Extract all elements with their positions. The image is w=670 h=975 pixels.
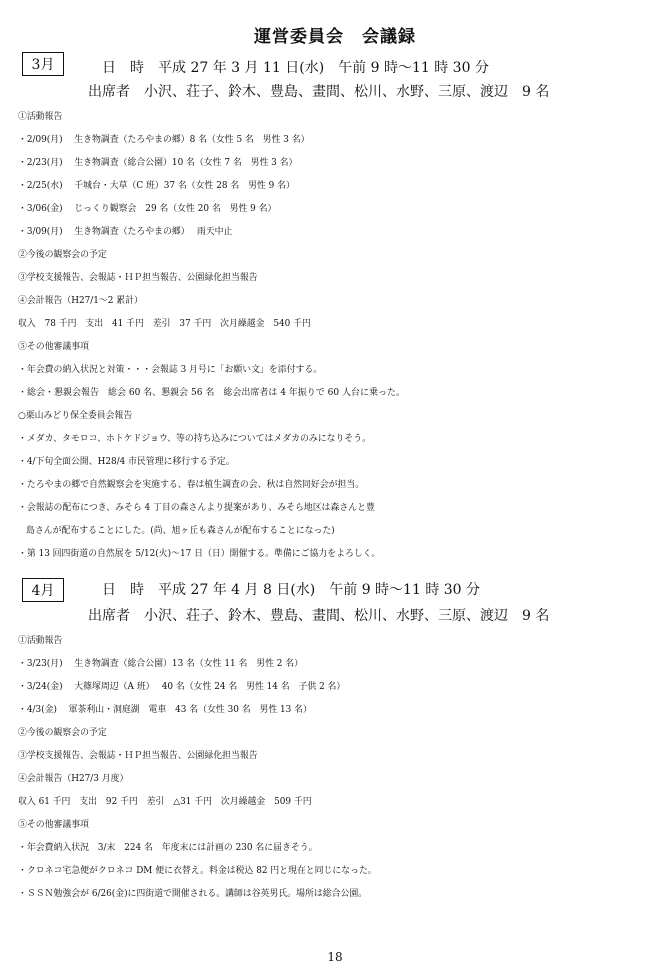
minutes-line: ・3/23(月) 生き物調査（総合公園）13 名（女性 11 名 男性 2 名） [18, 659, 304, 669]
minutes-line: ・2/25(水) 千城台・大草（C 班）37 名（女性 28 名 男性 9 名） [18, 181, 295, 191]
page-title: 運営委員会 会議録 [254, 27, 416, 47]
minutes-line: ・年会費の納入状況と対策・・・会報誌 3 月号に「お願い文」を添付する。 [18, 365, 323, 375]
minutes-line: ④会計報告（H27/1～2 累計） [18, 296, 143, 306]
minutes-line: ・2/09(月) 生き物調査（たろやまの郷）8 名（女性 5 名 男性 3 名） [18, 135, 310, 145]
march-minutes [0, 106, 670, 566]
minutes-line: ③学校支援報告、会報誌・ＨＰ担当報告、公園緑化担当報告 [18, 751, 258, 761]
attendees-march: 出席者 小沢、荘子、鈴木、豊島、畫間、松川、水野、三原、渡辺 9 名 [88, 84, 550, 100]
minutes-line: 収入 61 千円 支出 92 千円 差引 △31 千円 次月繰越金 509 千円 [18, 797, 312, 807]
month-label-april: 4月 [22, 578, 64, 602]
april-minutes [0, 630, 670, 906]
minutes-line: ・2/23(月) 生き物調査（総合公園）10 名（女性 7 名 男性 3 名） [18, 158, 298, 168]
minutes-line: ○栗山みどり保全委員会報告 [18, 411, 133, 421]
minutes-line: ・年会費納入状況 3/末 224 名 年度末には計画の 230 名に届きそう。 [18, 843, 318, 853]
page-number: 18 [327, 950, 343, 964]
minutes-line: 収入 78 千円 支出 41 千円 差引 37 千円 次月繰越金 540 千円 [18, 319, 311, 329]
minutes-line: ①活動報告 [18, 636, 63, 646]
minutes-line: ・ＳＳＮ勉強会が 6/26(金)に四街道で開催される。講師は谷英男氏。場所は総合公園。 [18, 889, 368, 899]
minutes-line: ②今後の観察会の予定 [18, 728, 107, 738]
minutes-line: ⑤その他審議事項 [18, 342, 89, 352]
minutes-line: ・たろやまの郷で自然観察会を実施する、春は植生調査の会、秋は自然同好会が担当。 [18, 480, 365, 490]
minutes-line: ・第 13 回四街道の自然展を 5/12(火)～17 日（日）開催する。準備にご協力をよろしく。 [18, 549, 381, 559]
minutes-line: ・3/24(金) 大篠塚周辺（A 班） 40 名（女性 24 名 男性 14 名 子供 2 名） [18, 682, 346, 692]
minutes-line: 島さんが配布することにした。(尚、旭ヶ丘も森さんが配布することになった) [26, 526, 335, 536]
minutes-line: ・3/06(金) じっくり観察会 29 名（女性 20 名 男性 9 名） [18, 204, 277, 214]
minutes-line: ③学校支援報告、会報誌・ＨＰ担当報告、公園緑化担当報告 [18, 273, 258, 283]
minutes-line: ④会計報告（H27/3 月度） [18, 774, 129, 784]
month-label-march: 3月 [22, 52, 64, 76]
minutes-line: ・3/09(月) 生き物調査（たろやまの郷） 雨天中止 [18, 227, 233, 237]
meeting-datetime-march: 日 時 平成 27 年 3 月 11 日(水) 午前 9 時～11 時 30 分 [102, 60, 489, 76]
minutes-line: ・総会・懇親会報告 総会 60 名、懇親会 56 名 総会出席者は 4 年振りで 60 人台に乗った。 [18, 388, 405, 398]
minutes-line: ・会報誌の配布につき、みそら 4 丁目の森さんより提案があり、みそら地区は森さんと豊 [18, 503, 375, 513]
minutes-line: ・クロネコ宅急便がクロネコ DM 便に衣替え。料金は税込 82 円と現在と同じになった。 [18, 866, 377, 876]
minutes-line: ①活動報告 [18, 112, 63, 122]
minutes-line: ・メダカ、タモロコ、ホトケドジョウ、等の持ち込みについてはメダカのみになりそう。 [18, 434, 372, 444]
minutes-line: ⑤その他審議事項 [18, 820, 89, 830]
meeting-datetime-april: 日 時 平成 27 年 4 月 8 日(水) 午前 9 時～11 時 30 分 [102, 582, 481, 598]
minutes-line: ②今後の観察会の予定 [18, 250, 107, 260]
attendees-april: 出席者 小沢、荘子、鈴木、豊島、畫間、松川、水野、三原、渡辺 9 名 [88, 608, 550, 624]
minutes-line: ・4/3(金) 軍茶利山・洞庭湖 電車 43 名（女性 30 名 男性 13 名） [18, 705, 312, 715]
minutes-line: ・4/下旬全面公開、H28/4 市民管理に移行する予定。 [18, 457, 235, 467]
